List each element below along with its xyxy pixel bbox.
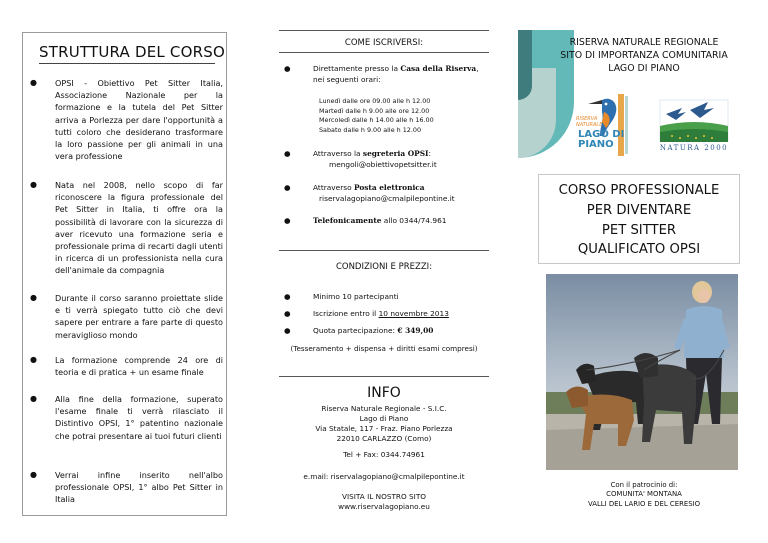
patronage-block: Con il patrocinio di: COMUNITA' MONTANA VALLI DEL LARIO E DEL CERESIO: [587, 481, 701, 508]
address-block: Riserva Naturale Regionale - S.I.C. Lago di Piano Via Statale, 117 - Fraz. Piano Porlezza 22010 CARLAZZO (Como): [315, 404, 453, 443]
bullet-icon: ●: [30, 180, 37, 189]
bullet-icon: ●: [284, 309, 291, 318]
bullet-icon: ●: [284, 326, 291, 335]
fee-note: (Tesseramento + dispensa + diritti esami compresi): [290, 344, 478, 353]
bullet-icon: ●: [30, 293, 37, 302]
bullet-icon: ●: [30, 470, 37, 479]
bullet-icon: ●: [284, 149, 291, 158]
bullet-icon: ●: [284, 216, 291, 225]
registration-panel: [279, 30, 489, 516]
secretary-contact-item: ● Attraverso la segreteria OPSI: mengoli@obiettivopetsitter.it: [284, 149, 437, 169]
course-title-box: CORSO PROFESSIONALE PER DIVENTARE PET SITTER QUALIFICATO OPSI: [538, 174, 740, 264]
course-structure-panel: [22, 32, 227, 516]
divider: [279, 376, 489, 377]
lago-di-piano-logo: RISERVA NATURALE LAGO DI PIANO: [574, 92, 636, 158]
bullet-icon: ●: [30, 78, 37, 87]
secretary-email-link[interactable]: mengoli@obiettivopetsitter.it: [329, 160, 437, 169]
organization-title: RISERVA NATURALE REGIONALE SITO DI IMPORTANZA COMUNITARIA LAGO DI PIANO: [560, 37, 728, 74]
natura-2000-icon: [656, 96, 732, 142]
course-structure-title: STRUTTURA DEL CORSO: [39, 43, 215, 64]
divider: [279, 250, 489, 251]
list-item: ● Alla fine della formazione, superato l'esame finale ti verrà rilasciato il Distintivo OPSI, 1° patentino nazionale che potrai presentare ai tuoi futuri clienti: [30, 394, 223, 441]
how-to-subscribe-title: COME ISCRIVERSI:: [344, 38, 424, 48]
visit-site-label: VISITA IL NOSTRO SITO: [341, 492, 427, 501]
bullet-icon: ●: [284, 64, 291, 73]
divider: [279, 30, 489, 31]
bullet-icon: ●: [284, 292, 291, 301]
contact-email[interactable]: e.mail: riservalagopiano@cmalpilepontine.it: [303, 472, 465, 481]
bullet-icon: ●: [284, 183, 291, 192]
deadline-item: ● Iscrizione entro il 10 novembre 2013: [284, 309, 449, 318]
reserve-email-link[interactable]: riservalagopiano@cmalpilepontine.it: [319, 194, 455, 203]
list-item: ● La formazione comprende 24 ore di teoria e di pratica + un esame finale: [30, 355, 223, 378]
phone-contact-item: ● Telefonicamente allo 0344/74.961: [284, 216, 447, 225]
info-title: INFO: [367, 385, 401, 401]
bullet-icon: ●: [30, 394, 37, 403]
direct-signup-item: ● Direttamente presso la Casa della Riserva, nei seguenti orari:: [284, 64, 479, 84]
bullet-icon: ●: [30, 355, 37, 364]
dog-walker-image: [546, 274, 738, 470]
divider: [279, 52, 489, 53]
fee-item: ● Quota partecipazione: € 349,00: [284, 326, 434, 335]
list-item: ● Durante il corso saranno proiettate slide e ti verrà spiegato tutto ciò che devi sapere per entrare a fare parte di questo meraviglioso mondo: [30, 293, 223, 340]
list-item: ● OPSI - Obiettivo Pet Sitter Italia, Associazione Nazionale per la formazione e la tutela del Pet Sitter arriva a Porlezza per dare l'opportunità a tutti coloro che desiderano trasformare la loro passione per gli animali in una vera professione: [30, 78, 223, 162]
min-participants-item: ● Minimo 10 partecipanti: [284, 292, 399, 301]
opening-hours: Lunedì dalle ore 09.00 alle h 12.00 Martedì dalle h 9.00 alle ore 12.00 Mercoledì dalle h 14.00 alle h 16.00 Sabato dalle h 9.00 alle h 12.00: [319, 97, 434, 134]
email-contact-item: ● Attraverso Posta elettronica riservalagopiano@cmalpilepontine.it: [284, 183, 455, 203]
dog-walking-photo: [546, 274, 738, 470]
list-item: ● Verrai infine inserito nell'albo professionale OPSI, 1° albo Pet Sitter in Italia: [30, 470, 223, 505]
natura-2000-logo: NATURA 2000: [656, 96, 732, 154]
list-item: ● Nata nel 2008, nello scopo di far riconoscere la figura professionale del Pet Sitter in Italia, ti offre ora la possibilità di lavorare con la sicurezza di aver ricevuto una formazione seria e professionale prima di recarti dagli utenti in ricerca di un professionista nella cura dell'animale da compagnia: [30, 180, 223, 276]
website-link[interactable]: www.riservalagopiano.eu: [338, 502, 430, 511]
conditions-title: CONDIZIONI E PREZZI:: [335, 262, 433, 272]
cover-panel: [518, 30, 750, 520]
tel-fax: Tel + Fax: 0344.74961: [343, 450, 425, 459]
